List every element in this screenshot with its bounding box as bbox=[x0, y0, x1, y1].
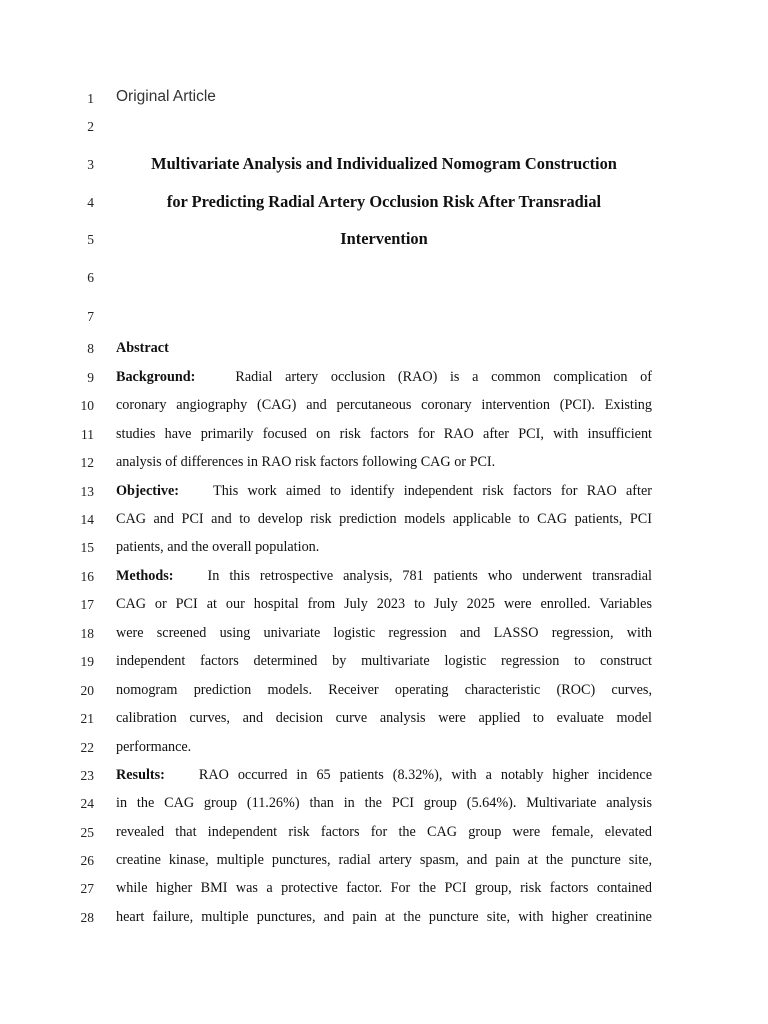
results-text: heart failure, multiple punctures, and pain at the puncture site, with higher creatinine bbox=[116, 909, 652, 925]
title-line: for Predicting Radial Artery Occlusion Risk After Transradial bbox=[166, 192, 602, 211]
results-text: in the CAG group (11.26%) than in the PCI group (5.64%). Multivariate analysis bbox=[116, 795, 652, 811]
background-text: Radial artery occlusion (RAO) is a common complication of bbox=[235, 369, 652, 385]
line-number: 26 bbox=[80, 853, 94, 868]
line-number: 1 bbox=[87, 91, 94, 106]
line-number: 19 bbox=[80, 654, 94, 669]
title-line: Multivariate Analysis and Individualized Nomogram Construction bbox=[151, 154, 617, 173]
line-number: 18 bbox=[80, 626, 94, 641]
methods-text: nomogram prediction models. Receiver operating characteristic (ROC) curves, bbox=[116, 682, 652, 698]
line-number: 28 bbox=[80, 910, 94, 925]
results-text: RAO occurred in 65 patients (8.32%), with a notably higher incidence bbox=[198, 767, 652, 783]
objective-text: This work aimed to identify independent risk factors for RAO after bbox=[213, 483, 652, 499]
line-number: 24 bbox=[80, 796, 94, 811]
line-number: 8 bbox=[87, 341, 94, 356]
line-number: 25 bbox=[80, 825, 94, 840]
article-type: Original Article bbox=[116, 88, 216, 105]
results-first-line bbox=[116, 767, 652, 783]
methods-first-line bbox=[116, 568, 652, 584]
line-number: 11 bbox=[81, 427, 94, 442]
results-label: Results: bbox=[116, 767, 165, 783]
methods-text: calibration curves, and decision curve analysis were applied to evaluate model bbox=[116, 710, 652, 726]
background-text: analysis of differences in RAO risk factors following CAG or PCI. bbox=[116, 454, 496, 470]
methods-text: were screened using univariate logistic regression and LASSO regression, with bbox=[116, 625, 652, 641]
line-number: 9 bbox=[87, 370, 94, 385]
title-line: Intervention bbox=[340, 229, 428, 248]
line-number: 17 bbox=[80, 597, 94, 612]
line-number: 5 bbox=[87, 232, 94, 247]
results-text: revealed that independent risk factors for the CAG group were female, elevated bbox=[116, 824, 652, 840]
objective-text: CAG and PCI and to develop risk prediction models applicable to CAG patients, PCI bbox=[116, 511, 652, 527]
methods-text: CAG or PCI at our hospital from July 2023 to July 2025 were enrolled. Variables bbox=[116, 596, 652, 612]
line-number: 21 bbox=[80, 711, 94, 726]
line-number: 2 bbox=[87, 119, 94, 134]
results-text: creatine kinase, multiple punctures, radial artery spasm, and pain at the puncture site, bbox=[116, 852, 652, 868]
line-number: 20 bbox=[80, 683, 94, 698]
line-number: 7 bbox=[87, 309, 94, 324]
background-text: studies have primarily focused on risk factors for RAO after PCI, with insufficient bbox=[116, 426, 652, 442]
abstract-heading: Abstract bbox=[116, 340, 169, 356]
background-label: Background: bbox=[116, 369, 196, 385]
methods-text: performance. bbox=[116, 739, 192, 755]
line-number: 4 bbox=[87, 195, 94, 210]
line-number: 14 bbox=[80, 512, 94, 527]
line-number: 3 bbox=[87, 157, 94, 172]
methods-text: In this retrospective analysis, 781 patients who underwent transradial bbox=[207, 568, 652, 584]
line-number: 6 bbox=[87, 270, 94, 285]
line-number: 10 bbox=[80, 398, 94, 413]
results-text: while higher BMI was a protective factor. For the PCI group, risk factors contained bbox=[116, 880, 652, 896]
line-number: 16 bbox=[80, 569, 94, 584]
line-number: 22 bbox=[80, 740, 94, 755]
objective-label: Objective: bbox=[116, 483, 180, 499]
line-number: 12 bbox=[80, 455, 94, 470]
line-number: 15 bbox=[80, 540, 94, 555]
methods-label: Methods: bbox=[116, 568, 174, 584]
line-number: 23 bbox=[80, 768, 94, 783]
objective-text: patients, and the overall population. bbox=[116, 539, 320, 555]
background-text: coronary angiography (CAG) and percutaneous coronary intervention (PCI). Existing bbox=[116, 397, 652, 413]
methods-text: independent factors determined by multivariate logistic regression to construct bbox=[116, 653, 652, 669]
objective-first-line bbox=[116, 483, 652, 499]
line-number: 27 bbox=[80, 881, 94, 896]
line-number: 13 bbox=[80, 484, 94, 499]
background-first-line bbox=[116, 369, 652, 385]
